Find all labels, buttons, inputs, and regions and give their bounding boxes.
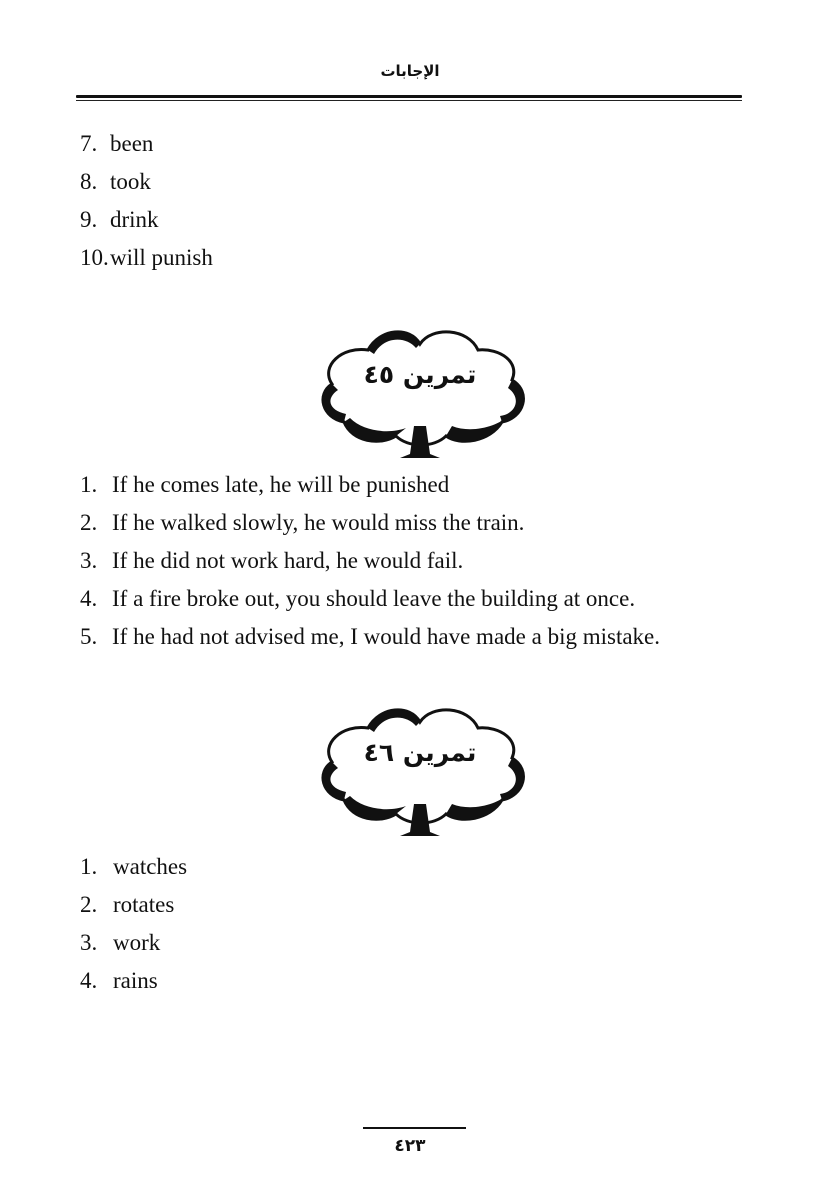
item-text: will punish: [110, 245, 213, 270]
list-item: [80, 125, 213, 163]
cloud-frame-icon: [310, 700, 530, 840]
item-text: If he did not work hard, he would fail.: [112, 548, 464, 573]
header-rule-thin: [76, 100, 742, 101]
item-number: 2.: [80, 892, 98, 917]
item-text: If he walked slowly, he would miss the train.: [112, 510, 525, 535]
list-item: [80, 886, 187, 924]
item-number: 2.: [80, 510, 98, 535]
header-rule: [76, 95, 742, 98]
item-number: 4.: [80, 586, 98, 611]
exercise-45-title: تمرين ٤٥: [363, 360, 477, 389]
item-number: 7.: [80, 131, 98, 156]
item-text: rotates: [113, 892, 175, 917]
item-text: took: [110, 169, 151, 194]
cloud-frame-icon: [310, 322, 530, 462]
exercise-45-heading: [310, 322, 530, 462]
list-item: [80, 542, 660, 580]
list-item: [80, 848, 187, 886]
exercise-45-answers: [80, 466, 660, 656]
item-number: 4.: [80, 968, 98, 993]
exercise-46-answers: [80, 848, 187, 1000]
item-text: been: [110, 131, 154, 156]
page-number: ٤٢٣: [394, 1136, 426, 1156]
item-text: If a fire broke out, you should leave the building at once.: [112, 586, 636, 611]
list-item: [80, 962, 187, 1000]
list-item: [80, 163, 213, 201]
item-number: 3.: [80, 930, 98, 955]
item-text: rains: [113, 968, 158, 993]
list-item: [80, 504, 660, 542]
list-item: [80, 201, 213, 239]
item-number: 8.: [80, 169, 98, 194]
exercise-46-heading: [310, 700, 530, 840]
item-number: 5.: [80, 624, 98, 649]
list-item: [80, 466, 660, 504]
list-item: [80, 618, 660, 656]
item-number: 9.: [80, 207, 98, 232]
item-text: If he comes late, he will be punished: [112, 472, 450, 497]
item-number: 1.: [80, 854, 98, 879]
item-text: If he had not advised me, I would have made a big mistake.: [112, 624, 661, 649]
item-number: 3.: [80, 548, 98, 573]
item-text: drink: [110, 207, 159, 232]
list-item: [80, 239, 213, 277]
exercise-46-title: تمرين ٤٦: [363, 738, 477, 767]
running-title: الإجابات: [380, 62, 440, 80]
item-text: work: [113, 930, 161, 955]
list-item: [80, 580, 660, 618]
list-item: [80, 924, 187, 962]
answer-list-continued: [80, 125, 213, 277]
item-number: 10.: [80, 245, 109, 270]
item-number: 1.: [80, 472, 98, 497]
item-text: watches: [113, 854, 188, 879]
footer-rule: [363, 1127, 466, 1129]
